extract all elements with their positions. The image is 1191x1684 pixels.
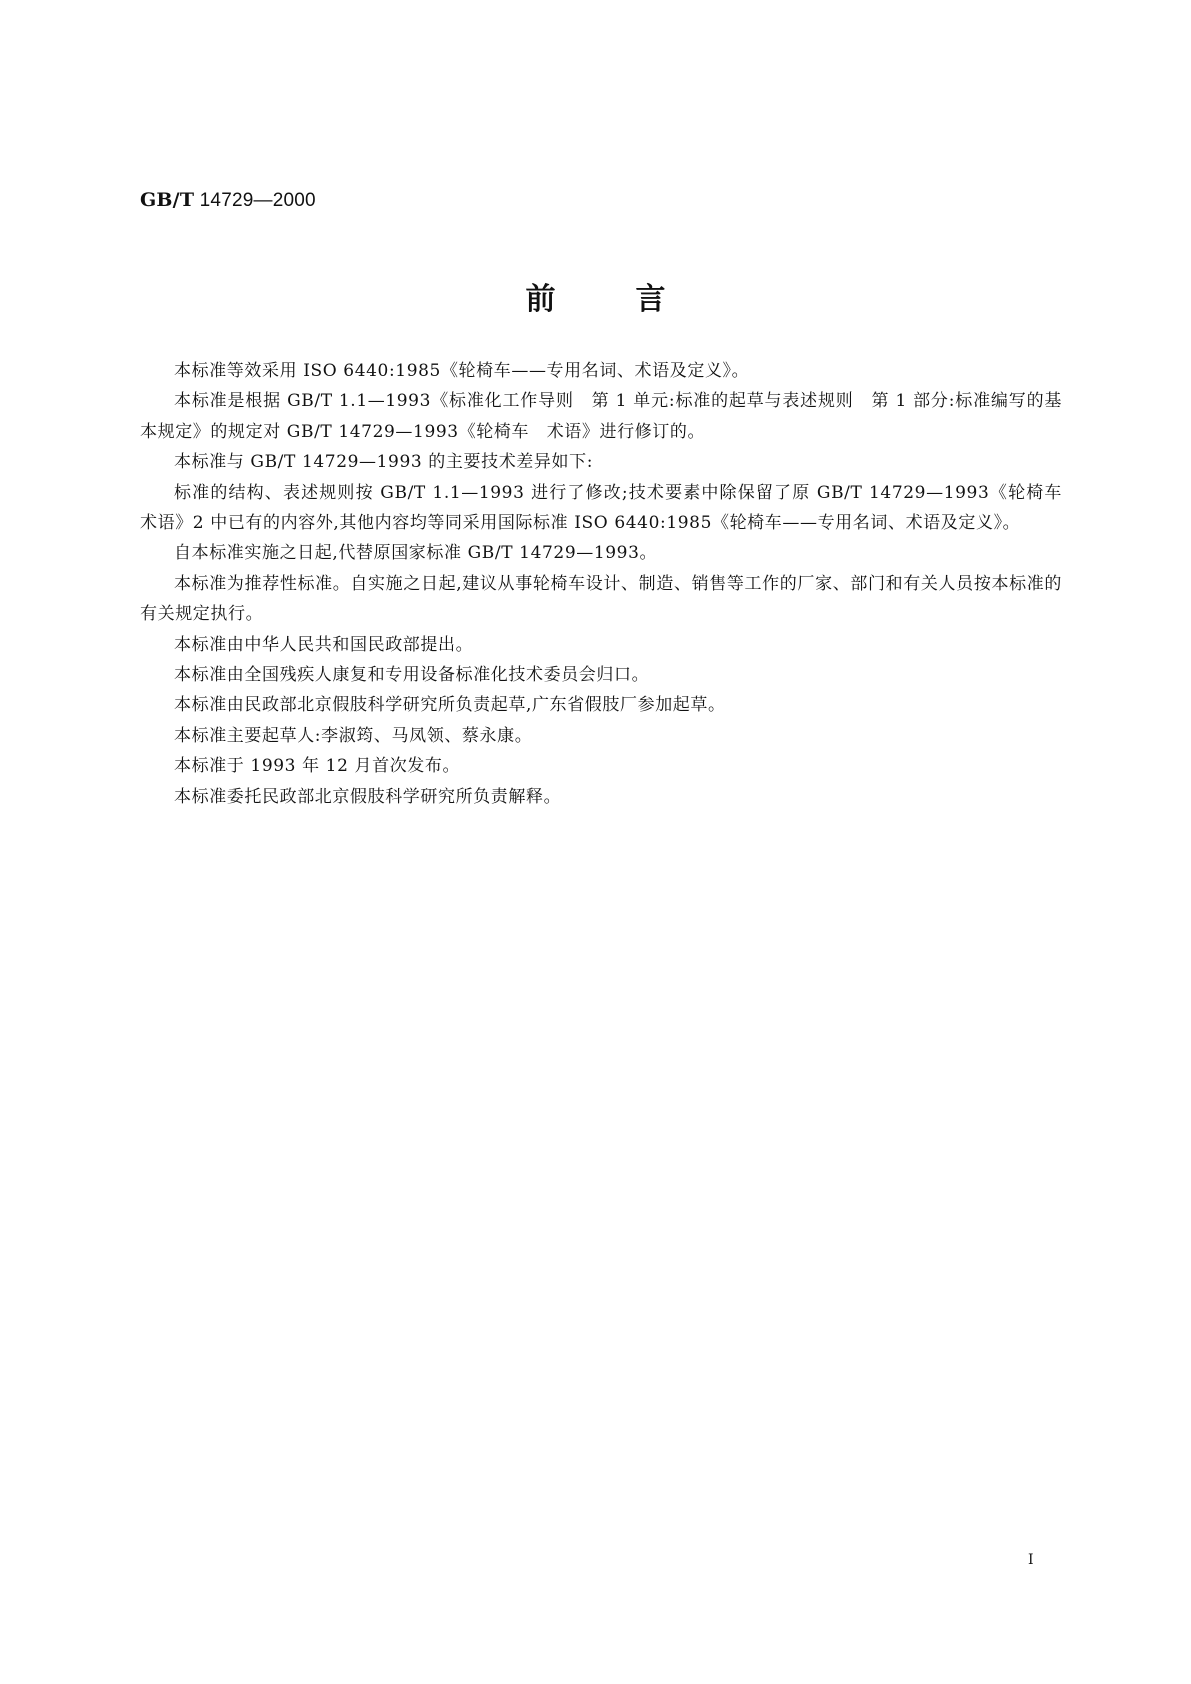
page-number: I [1028, 1552, 1034, 1568]
paragraph-5: 自本标准实施之日起,代替原国家标准 GB/T 14729—1993。 [174, 543, 658, 564]
foreword-body [140, 356, 1080, 812]
paragraph-1: 本标准等效采用 ISO 6440:1985《轮椅车——专用名词、术语及定义》。 [174, 361, 750, 381]
paragraph-7: 本标准由中华人民共和国民政部提出。 [174, 634, 474, 655]
document-code-number: 14729—2000 [199, 190, 316, 211]
paragraph-12: 本标准委托民政部北京假肢科学研究所负责解释。 [174, 786, 562, 807]
paragraph-2: 本标准是根据 GB/T 1.1—1993《标准化工作导则 第 1 单元:标准的起草与表述规则 第 1 部分:标准编写的基本规定》的规定对 GB/T 14729—1993《轮椅车 术语》进行修订的。 [140, 391, 1062, 442]
paragraph-11: 本标准于 1993 年 12 月首次发布。 [174, 756, 461, 777]
page-title: 前言 [525, 282, 746, 317]
document-code [140, 188, 316, 213]
document-code-prefix: GB/T [140, 189, 195, 211]
paragraph-4: 标准的结构、表述规则按 GB/T 1.1—1993 进行了修改;技术要素中除保留了原 GB/T 14729—1993《轮椅车 术语》2 中已有的内容外,其他内容均等同采用国际标准 ISO 6440:1985《轮椅车——专用名词、术语及定义》。 [140, 482, 1080, 534]
paragraph-8: 本标准由全国残疾人康复和专用设备标准化技术委员会归口。 [174, 665, 650, 686]
paragraph-9: 本标准由民政部北京假肢科学研究所负责起草,广东省假肢厂参加起草。 [174, 695, 726, 716]
paragraph-10: 本标准主要起草人:李淑筠、马凤领、蔡永康。 [174, 725, 533, 746]
paragraph-3: 本标准与 GB/T 14729—1993 的主要技术差异如下: [174, 452, 594, 473]
paragraph-6: 本标准为推荐性标准。自实施之日起,建议从事轮椅车设计、制造、销售等工作的厂家、部门和有关人员按本标准的有关规定执行。 [140, 573, 1062, 625]
